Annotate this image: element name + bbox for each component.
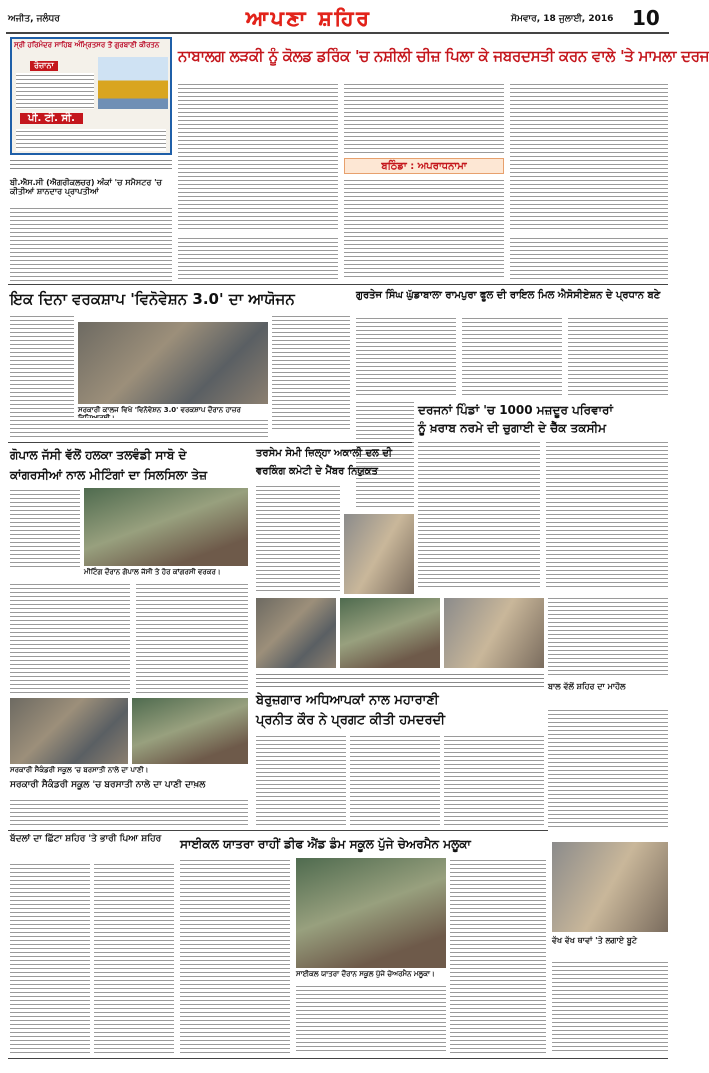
clouds-story-1 — [10, 862, 90, 1054]
gopal-photo — [84, 488, 248, 566]
tarsem-photo — [344, 514, 414, 594]
school-photo-caption: ਸਰਕਾਰੀ ਸੈਕੰਡਰੀ ਸਕੂਲ 'ਚ ਬਰਸਾਤੀ ਨਾਲੇ ਦਾ ਪਾਣੀ। — [10, 766, 149, 774]
masthead-rule — [6, 32, 669, 34]
ad-line-ptc: ਪੀ. ਟੀ. ਸੀ. — [20, 113, 83, 124]
gurtej-headline: ਗੁਰਤੇਜ ਸਿੰਘ ਘੁੱਡਾਬਾਲਾ ਰਾਮਪੁਰਾ ਫੂਲ ਦੀ ਰਾਇਲ ਮਿਲ ਐਸੋਸੀਏਸ਼ਨ ਦੇ ਪ੍ਰਧਾਨ ਬਣੇ — [356, 290, 661, 301]
workshop-photo — [78, 322, 268, 404]
right-story-top — [548, 596, 668, 678]
dates-photo — [552, 842, 668, 932]
divider-3 — [8, 830, 548, 831]
ad-title: ਸ੍ਰੀ ਹਰਿਮੰਦਰ ਸਾਹਿਬ ਅੰਮ੍ਰਿਤਸਰ ਤੋਂ ਗੁਰਬਾਣੀ ਕੀਰਤਨ — [14, 41, 160, 49]
unemployed-story-1 — [256, 734, 346, 826]
page-number: 10 — [632, 6, 660, 30]
protest-photo-1 — [256, 598, 336, 668]
school-rain-story — [10, 798, 248, 828]
divider-2 — [8, 442, 412, 443]
gurtej-story-1 — [356, 316, 456, 396]
unemployed-story-3 — [444, 734, 544, 826]
gopal-story-3 — [136, 582, 248, 694]
tarsem-headline-1: ਤਰਸੇਮ ਸੇਮੀ ਜ਼ਿਲ੍ਹਾ ਅਕਾਲੀ ਦਲ ਦੀ — [256, 448, 393, 459]
dozens-headline-1: ਦਰਜਨਾਂ ਪਿੰਡਾਂ 'ਚ 1000 ਮਜ਼ਦੂਰ ਪਰਿਵਾਰਾਂ — [418, 403, 613, 417]
unemployed-headline-1: ਬੇਰੁਜ਼ਗਾਰ ਅਧਿਆਪਕਾਂ ਨਾਲ ਮਹਾਰਾਣੀ — [256, 693, 439, 708]
bsc-headline: ਬੀ.ਐਸ.ਸੀ (ਐਗਰੀਕਲਚਰ) ਅੰਕਾਂ 'ਚ ਸਮੈਸਟਰ 'ਚ ਕੀਤੀਆਂ ਸ਼ਾਨਦਾਰ ਪ੍ਰਾਪਤੀਆਂ — [10, 178, 162, 197]
cycle-photo — [296, 858, 446, 968]
bsc-story — [10, 206, 172, 282]
school-photo-2 — [132, 698, 248, 764]
dates-story — [552, 960, 668, 1054]
dates-headline: ਵੱਖ ਵੱਖ ਥਾਵਾਂ 'ਤੇ ਲਗਾਏ ਬੂਟੇ — [552, 936, 637, 945]
golden-temple-image — [98, 57, 168, 109]
unemployed-story-2 — [350, 734, 440, 826]
dozens-story-2 — [546, 440, 668, 590]
cycle-story-1 — [180, 858, 290, 1054]
protest-photo-2 — [340, 598, 440, 668]
section-title: ਆਪਣਾ ਸ਼ਹਿਰ — [246, 6, 372, 30]
crime-box-header: ਬਠਿੰਡਾ : ਅਪਰਾਧਨਾਮਾ — [344, 158, 504, 174]
tarsem-story — [256, 484, 340, 594]
gopal-headline-2: ਕਾਂਗਰਸੀਆਂ ਨਾਲ ਮੀਟਿੰਗਾਂ ਦਾ ਸਿਲਸਿਲਾ ਤੇਜ਼ — [10, 468, 208, 482]
tree-story — [548, 708, 668, 828]
crime-story-right — [510, 236, 668, 280]
main-story-col2 — [344, 82, 504, 154]
divider-1 — [8, 284, 668, 285]
workshop-headline: ਇਕ ਦਿਨਾ ਵਰਕਸ਼ਾਪ 'ਵਿਨੋਵੇਸ਼ਨ 3.0' ਦਾ ਆਯੋਜਨ — [10, 290, 295, 308]
gopal-story — [10, 488, 80, 568]
main-story-col3 — [510, 82, 668, 232]
dozens-story-1 — [418, 440, 540, 590]
crime-story — [344, 178, 504, 278]
ad-body-text — [16, 73, 94, 109]
ad-note-text — [10, 158, 172, 172]
ad-box-gurbani — [10, 37, 172, 155]
edition-label: ਅਜੀਤ, ਜਲੰਧਰ — [8, 14, 60, 24]
workshop-story-left — [10, 314, 74, 432]
cycle-headline: ਸਾਈਕਲ ਯਾਤਰਾ ਰਾਹੀਂ ਡੀਫ ਐਂਡ ਡੰਮ ਸਕੂਲ ਪੁੱਜੇ ਚੇਅਰਮੈਨ ਮਲੂਕਾ — [180, 837, 471, 851]
workshop-story-bottom — [10, 418, 268, 440]
workshop-story-right — [272, 314, 350, 432]
gopal-headline-1: ਗੋਪਾਲ ਜੱਸੀ ਵੱਲੋਂ ਹਲਕਾ ਤਲਵੰਡੀ ਸਾਬੋ ਦੇ — [10, 448, 187, 462]
cycle-story-3 — [296, 984, 446, 1054]
main-headline: ਨਾਬਾਲਗ ਲੜਕੀ ਨੂੰ ਕੋਲਡ ਡਰਿੰਕ 'ਚ ਨਸ਼ੀਲੀ ਚੀਜ਼ ਪਿਲਾ ਕੇ ਜਬਰਦਸਤੀ ਕਰਨ ਵਾਲੇ 'ਤੇ ਮਾਮਲਾ ਦਰਜ — [178, 47, 709, 65]
gurtej-story-2 — [462, 316, 562, 396]
school-rain-headline: ਸਰਕਾਰੀ ਸੈਕੰਡਰੀ ਸਕੂਲ 'ਚ ਬਰਸਾਤੀ ਨਾਲੇ ਦਾ ਪਾਣੀ ਦਾਖ਼ਲ — [10, 780, 206, 790]
tarsem-headline-2: ਵਰਕਿੰਗ ਕਮੇਟੀ ਦੇ ਮੈਂਬਰ ਨਿਯੁਕਤ — [256, 466, 378, 477]
masthead — [6, 6, 669, 34]
dozens-headline-2: ਨੂੰ ਖ਼ਰਾਬ ਨਰਮੇ ਦੀ ਚੁਗਾਈ ਦੇ ਚੈੱਕ ਤਕਸੀਮ — [418, 421, 607, 435]
workshop-photo-caption: ਸਰਕਾਰੀ ਕਾਲਜ ਵਿਖੇ 'ਵਿਨੋਵੇਸ਼ਨ 3.0' ਵਰਕਸ਼ਾਪ ਦੌਰਾਨ ਹਾਜ਼ਰ — [78, 406, 241, 414]
clouds-headline: ਬੱਦਲਾਂ ਦਾ ਛਿੱਟਾ ਸ਼ਹਿਰ 'ਤੇ ਭਾਰੀ ਪਿਆ ਸ਼ਹਿਰ — [10, 834, 162, 844]
bottom-rule — [8, 1058, 668, 1059]
main-story-col1 — [178, 82, 338, 232]
tree-headline: ਬਾਲ ਵੱਲੋਂ ਸ਼ਹਿਰ ਦਾ ਮਾਹੌਲ — [548, 682, 626, 691]
date-label: ਸੋਮਵਾਰ, 18 ਜੁਲਾਈ, 2016 — [511, 14, 614, 24]
protest-photo-caption — [256, 672, 544, 688]
gopal-photo-caption: ਮੀਟਿੰਗ ਦੌਰਾਨ ਗੋਪਾਲ ਜੱਸੀ ਤੇ ਹੋਰ ਕਾਂਗਰਸੀ ਵਰਕਰ। — [84, 568, 221, 576]
cycle-story-2 — [450, 858, 546, 1054]
gurtej-story-3 — [568, 316, 668, 396]
school-photo — [10, 698, 128, 764]
cycle-photo-caption: ਸਾਈਕਲ ਯਾਤਰਾ ਦੌਰਾਨ ਸਕੂਲ ਪੁੱਜੇ ਚੇਅਰਮੈਨ ਮਲੂਕਾ। — [296, 970, 435, 978]
clouds-story-2 — [94, 862, 174, 1054]
unemployed-headline-2: ਪ੍ਰਨੀਤ ਕੌਰ ਨੇ ਪ੍ਰਗਟ ਕੀਤੀ ਹਮਦਰਦੀ — [256, 713, 446, 728]
protest-photo-3 — [444, 598, 544, 668]
ad-footer-text — [16, 129, 166, 151]
gopal-story-2 — [10, 582, 130, 694]
crime-story-side — [178, 236, 338, 280]
ad-line-daily: ਰੋਜ਼ਾਨਾ — [30, 61, 58, 71]
